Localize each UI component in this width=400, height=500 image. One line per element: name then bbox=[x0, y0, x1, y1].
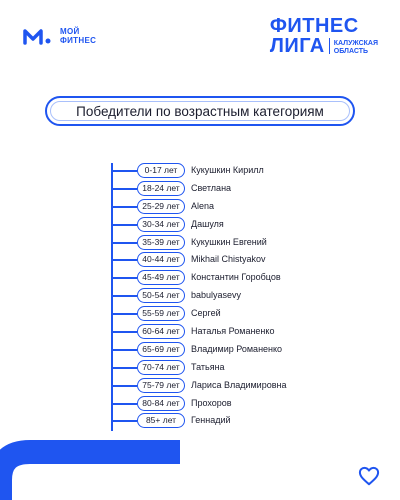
timeline-tick bbox=[112, 188, 137, 190]
winner-name: Светлана bbox=[191, 182, 232, 193]
logo-divider bbox=[329, 38, 330, 54]
winner-row bbox=[0, 323, 400, 341]
age-category-badge: 30-34 лет bbox=[137, 217, 185, 232]
page-title: Победители по возрастным категориям bbox=[76, 103, 324, 119]
age-category-badge: 40-44 лет bbox=[137, 252, 185, 267]
logo-left-line1: МОЙ bbox=[60, 27, 80, 36]
winner-name: Владимир Романенко bbox=[191, 343, 283, 354]
winner-name: Геннадий bbox=[191, 415, 231, 426]
age-category-badge: 70-74 лет bbox=[137, 360, 185, 375]
winner-name: babulyasevy bbox=[191, 290, 242, 301]
winners-list bbox=[0, 162, 400, 430]
winner-name: Сергей bbox=[191, 308, 221, 319]
winner-row bbox=[0, 395, 400, 413]
age-category-badge: 18-24 лет bbox=[137, 181, 185, 196]
winner-name: Alena bbox=[191, 200, 215, 211]
winner-row bbox=[0, 341, 400, 359]
timeline-tick bbox=[112, 313, 137, 315]
timeline-tick bbox=[112, 420, 137, 422]
corner-decoration bbox=[0, 430, 180, 500]
age-category-badge: 0-17 лет bbox=[137, 163, 185, 178]
age-category-badge: 65-69 лет bbox=[137, 342, 185, 357]
timeline-tick bbox=[112, 206, 137, 208]
winner-name: Татьяна bbox=[191, 361, 225, 372]
m-logo-icon bbox=[22, 26, 54, 46]
age-category-badge: 50-54 лет bbox=[137, 288, 185, 303]
winner-row bbox=[0, 377, 400, 395]
winner-row bbox=[0, 287, 400, 305]
region-line2: ОБЛАСТЬ bbox=[333, 48, 369, 55]
timeline-tick bbox=[112, 242, 137, 244]
timeline-tick bbox=[112, 295, 137, 297]
logo-left-line2: ФИТНЕС bbox=[60, 36, 97, 45]
age-category-badge: 55-59 лет bbox=[137, 306, 185, 321]
age-category-badge: 80-84 лет bbox=[137, 396, 185, 411]
winner-name: Константин Горобцов bbox=[191, 272, 281, 283]
timeline-tick bbox=[112, 367, 137, 369]
fitnes-liga-logo bbox=[270, 16, 378, 56]
age-category-badge: 35-39 лет bbox=[137, 235, 185, 250]
timeline-tick bbox=[112, 403, 137, 405]
timeline-tick bbox=[112, 277, 137, 279]
winner-name: Mikhail Chistyakov bbox=[191, 254, 266, 265]
age-category-badge: 75-79 лет bbox=[137, 378, 185, 393]
timeline-tick bbox=[112, 170, 137, 172]
winner-row bbox=[0, 234, 400, 252]
age-category-badge: 45-49 лет bbox=[137, 270, 185, 285]
timeline-tick bbox=[112, 385, 137, 387]
winner-name: Дашуля bbox=[191, 218, 224, 229]
age-category-badge: 25-29 лет bbox=[137, 199, 185, 214]
winner-row bbox=[0, 269, 400, 287]
winner-row bbox=[0, 180, 400, 198]
winner-row bbox=[0, 251, 400, 269]
age-category-badge: 60-64 лет bbox=[137, 324, 185, 339]
winner-name: Лариса Владимировна bbox=[191, 379, 287, 390]
winner-row bbox=[0, 305, 400, 323]
winner-name: Кукушкин Кирилл bbox=[191, 165, 264, 175]
winner-row bbox=[0, 162, 400, 180]
timeline-tick bbox=[112, 224, 137, 226]
winner-row bbox=[0, 198, 400, 216]
logo-right-line1: ФИТНЕС bbox=[269, 15, 359, 37]
logo-right-line2: ЛИГА bbox=[269, 35, 325, 57]
winner-row bbox=[0, 359, 400, 377]
winner-name: Прохоров bbox=[191, 397, 232, 408]
moy-fitnes-logo bbox=[22, 26, 96, 46]
timeline-tick bbox=[112, 331, 137, 333]
page-title-pill bbox=[45, 96, 355, 126]
winner-name: Кукушкин Евгений bbox=[191, 236, 267, 247]
winner-row bbox=[0, 216, 400, 234]
region-line1: КАЛУЖСКАЯ bbox=[333, 40, 378, 47]
timeline-tick bbox=[112, 349, 137, 351]
heart-icon[interactable] bbox=[358, 466, 380, 486]
winner-row bbox=[0, 412, 400, 430]
winner-name: Наталья Романенко bbox=[191, 326, 275, 337]
timeline-tick bbox=[112, 259, 137, 261]
age-category-badge: 85+ лет bbox=[137, 413, 185, 428]
